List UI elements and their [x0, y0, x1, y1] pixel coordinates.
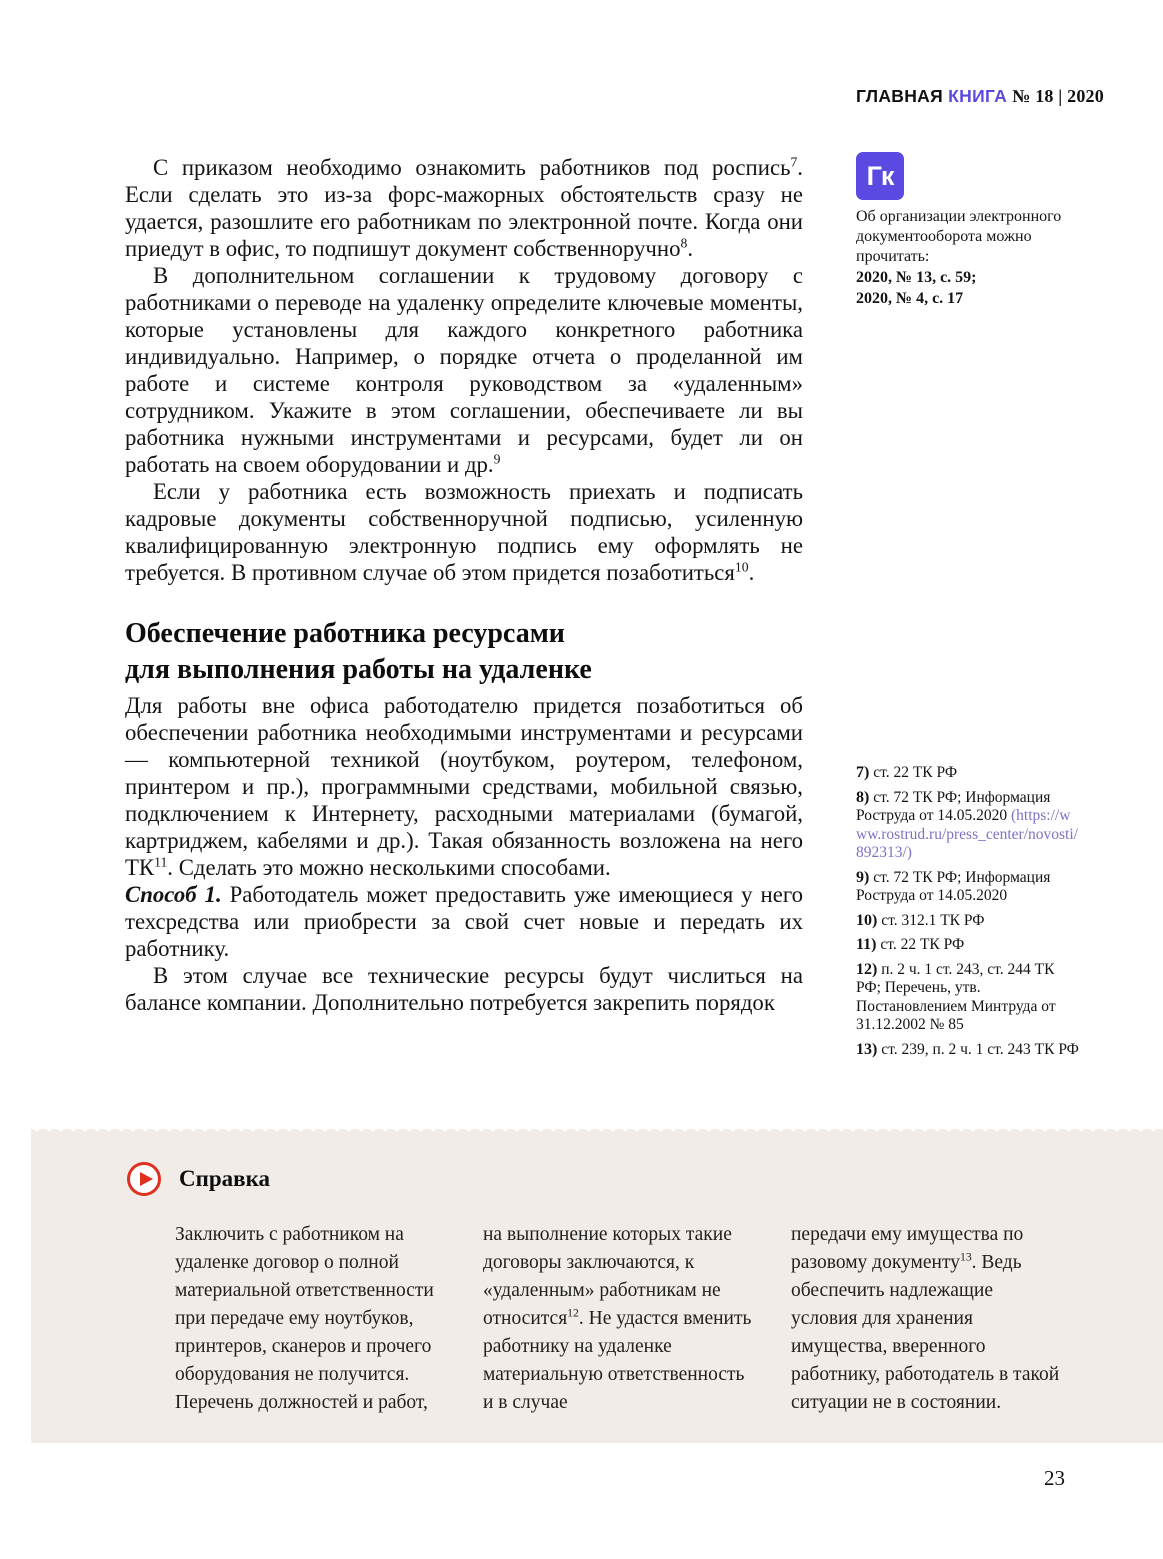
paragraph: Если у работника есть возможность приехать и подписать кадровые документы собственноручной подписью, усиленную квалифицированную электронную подпись ему оформлять не требуется. В противном случае об этом придется позаботиться$^{10}$.	[125, 479, 803, 585]
issue-number: № 18 | 2020	[1012, 86, 1104, 106]
page-number: 23	[1044, 1466, 1065, 1490]
spravka-column-1: Заключить с работником на удаленке договор о полной материальной ответственности при передаче ему ноутбуков, принтеров, сканеров и прочего оборудования не получится. Перечень должностей и работ,	[175, 1224, 434, 1413]
paragraph: С приказом необходимо ознакомить работников под роспись$^7$. Если сделать это из-за форс-мажорных обстоятельств сразу не удается, разошлите его работникам по электронной почте. Когда они приедут в офис, то подпишут документ собственноручно$^8$.	[125, 154, 803, 261]
spravka-title: Справка	[179, 1166, 270, 1191]
article-body	[125, 154, 803, 1016]
aside-ref-issue[interactable]: 2020, № 13, с. 59;	[856, 269, 977, 286]
footnote-7: 7) ст. 22 ТК РФ	[856, 764, 958, 781]
footnote-11: 11) ст. 22 ТК РФ	[856, 936, 965, 953]
paragraph: В этом случае все технические ресурсы будут числиться на балансе компании. Дополнительно потребуется закрепить порядок	[125, 963, 803, 1015]
page-header	[856, 86, 1104, 107]
aside-note: Об организации электронного документооборота можно прочитать:	[856, 208, 1062, 265]
spravka-columns	[175, 1221, 1063, 1417]
rostrud-link[interactable]: (https://www.rostrud.ru/press_center/novosti/892313/)	[856, 807, 1078, 861]
paragraph: Для работы вне офиса работодателю придется позаботиться об обеспечении работника необходимыми инструментами и ресурсами — компьютерной техникой (ноутбуком, роутером, телефоном, принтером и пр.), программными средствами, мобильной связью, подключением к Интернету, расходными материалами (бумагой, картриджем, кабелями и др.). Такая обязанность возложена на него ТК$^{11}$. Сделать это можно несколькими способами.	[125, 693, 803, 880]
aside-ref-issue[interactable]: 2020, № 4, с. 17	[856, 290, 964, 307]
spravka-box	[31, 1135, 1163, 1443]
spravka-header	[127, 1162, 270, 1196]
footnotes-list	[856, 764, 1080, 1065]
spravka-column-2: на выполнение которых такие договоры заключаются, к «удаленным» работникам не относится$^{12}$. Не удастся вменить работнику на удаленке материальную ответственность и в случае	[483, 1224, 752, 1413]
brand-word-black: ГЛАВНАЯ	[856, 86, 943, 106]
paragraph: В дополнительном соглашении к трудовому договору с работниками о переводе на удаленку определите ключевые моменты, которые установлены для каждого конкретного работника индивидуально. Например, о порядке отчета о проделанной им работе и системе контроля руководством за «удаленным» сотрудником. Укажите в этом соглашении, обеспечиваете ли вы работника нужными инструментами и ресурсами, будет ли он работать на своем оборудовании и др.$^9$	[125, 263, 803, 477]
play-icon	[127, 1162, 161, 1196]
paragraph-method-1: Способ 1. Работодатель может предоставить уже имеющиеся у него техсредства или приобрести за свой счет новые и передать их работнику.	[125, 882, 803, 961]
footnote-8: 8) ст. 72 ТК РФ; Информация Роструда от 14.05.2020 (https://www.rostrud.ru/press_center/novosti/892313/)	[856, 788, 1078, 861]
section-heading: Обеспечение работника ресурсами для выполнения работы на удаленке	[125, 618, 592, 685]
gk-logo-icon: Гк	[856, 152, 904, 200]
method-lead: Способ 1.	[125, 882, 222, 907]
footnote-12: 12) п. 2 ч. 1 ст. 243, ст. 244 ТК РФ; Перечень, утв. Постановлением Минтруда от 31.12.2002 № 85	[856, 960, 1056, 1033]
footnote-10: 10) ст. 312.1 ТК РФ	[856, 911, 985, 929]
sidebar	[856, 152, 1080, 309]
brand-word-accent: КНИГА	[948, 86, 1008, 106]
footnote-9: 9) ст. 72 ТК РФ; Информация Роструда от 14.05.2020	[856, 868, 1051, 904]
spravka-column-3: передачи ему имущества по разовому документу$^{13}$. Ведь обеспечить надлежащие условия для хранения имущества, вверенного работнику, работодатель в такой ситуации не в состоянии.	[791, 1224, 1060, 1413]
footnote-13: 13) ст. 239, п. 2 ч. 1 ст. 243 ТК РФ	[856, 1040, 1079, 1058]
